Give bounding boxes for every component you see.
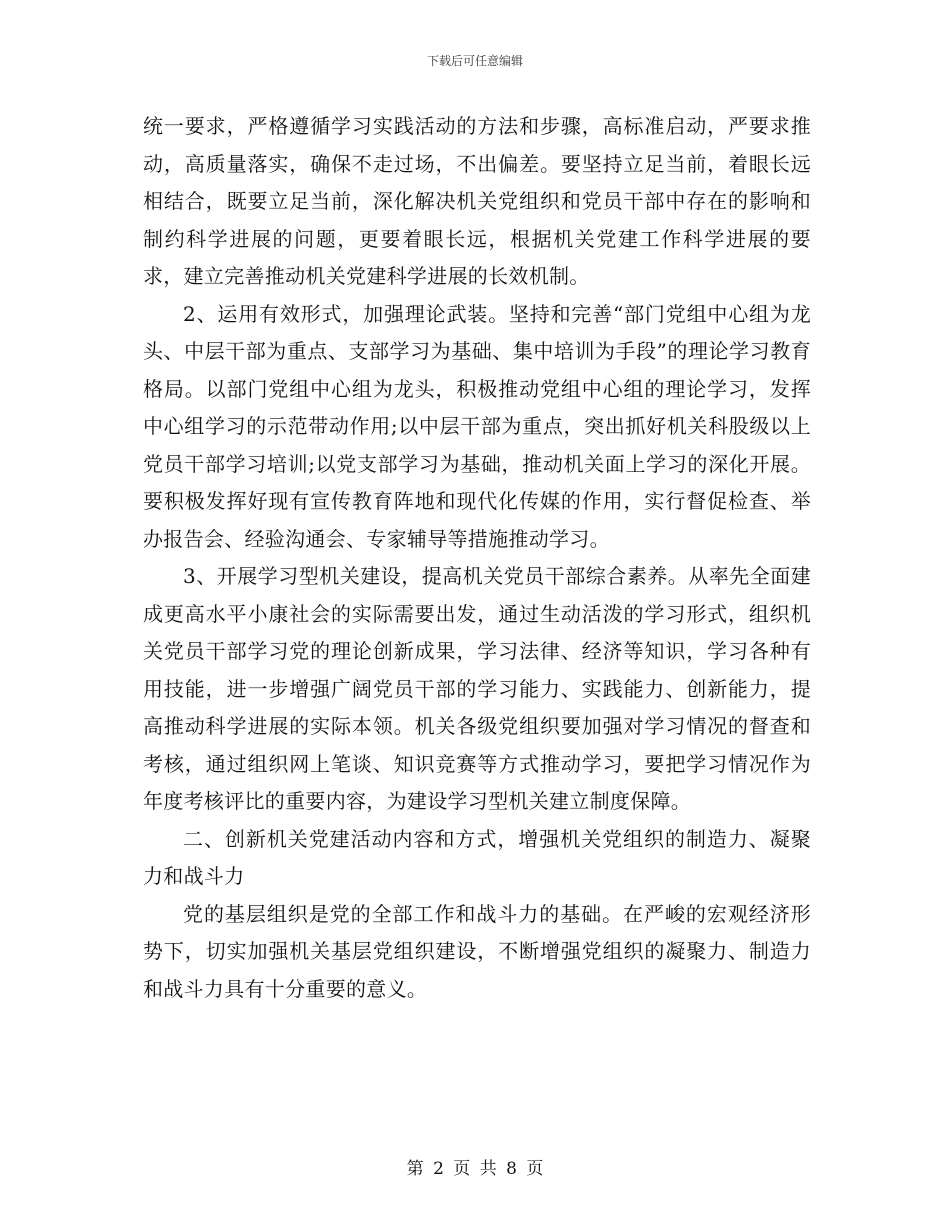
paragraph-continuation: 统一要求，严格遵循学习实践活动的方法和步骤，高标准启动，严要求推动，高质量落实，确保不走过场，不出偏差。要坚持立足当前，着眼长远相结合，既要立足当前，深化解决机关党组织和党员干部中存在的影响和制约科学进展的问题，更要着眼长远，根据机关党建工作科学进展的要求，建立完善推动机关党建科学进展的长效机制。 bbox=[143, 114, 811, 288]
page-footer: 第 2 页 共 8 页 bbox=[406, 1159, 544, 1179]
paragraph-grassroots-organization: 党的基层组织是党的全部工作和战斗力的基础。在严峻的宏观经济形势下，切实加强机关基层党组织建设，不断增强党组织的凝聚力、制造力和战斗力具有十分重要的意义。 bbox=[143, 901, 811, 1001]
document-body bbox=[143, 108, 811, 1008]
section-heading-two: 二、创新机关党建活动内容和方式，增强机关党组织的制造力、凝聚力和战斗力 bbox=[143, 826, 811, 888]
paragraph-theory-study: 2、运用有效形式，加强理论武装。坚持和完善“部门党组中心组为龙头、中层干部为重点、支部学习为基础、集中培训为手段”的理论学习教育格局。以部门党组中心组为龙头，积极推动党组中心组的理论学习，发挥中心组学习的示范带动作用;以中层干部为重点，突出抓好机关科股级以上党员干部学习培训;以党支部学习为基础，推动机关面上学习的深化开展。要积极发挥好现有宣传教育阵地和现代化传媒的作用，实行督促检查、举办报告会、经验沟通会、专家辅导等措施推动学习。 bbox=[143, 301, 811, 551]
page-header: 下载后可任意编辑 bbox=[426, 54, 523, 68]
paragraph-learning-organization: 3、开展学习型机关建设，提高机关党员干部综合素养。从率先全面建成更高水平小康社会的实际需要出发，通过生动活泼的学习形式，组织机关党员干部学习党的理论创新成果，学习法律、经济等知识，学习各种有用技能，进一步增强广阔党员干部的学习能力、实践能力、创新能力，提高推动科学进展的实际本领。机关各级党组织要加强对学习情况的督查和考核，通过组织网上笔谈、知识竞赛等方式推动学习，要把学习情况作为年度考核评比的重要内容，为建设学习型机关建立制度保障。 bbox=[143, 564, 811, 813]
